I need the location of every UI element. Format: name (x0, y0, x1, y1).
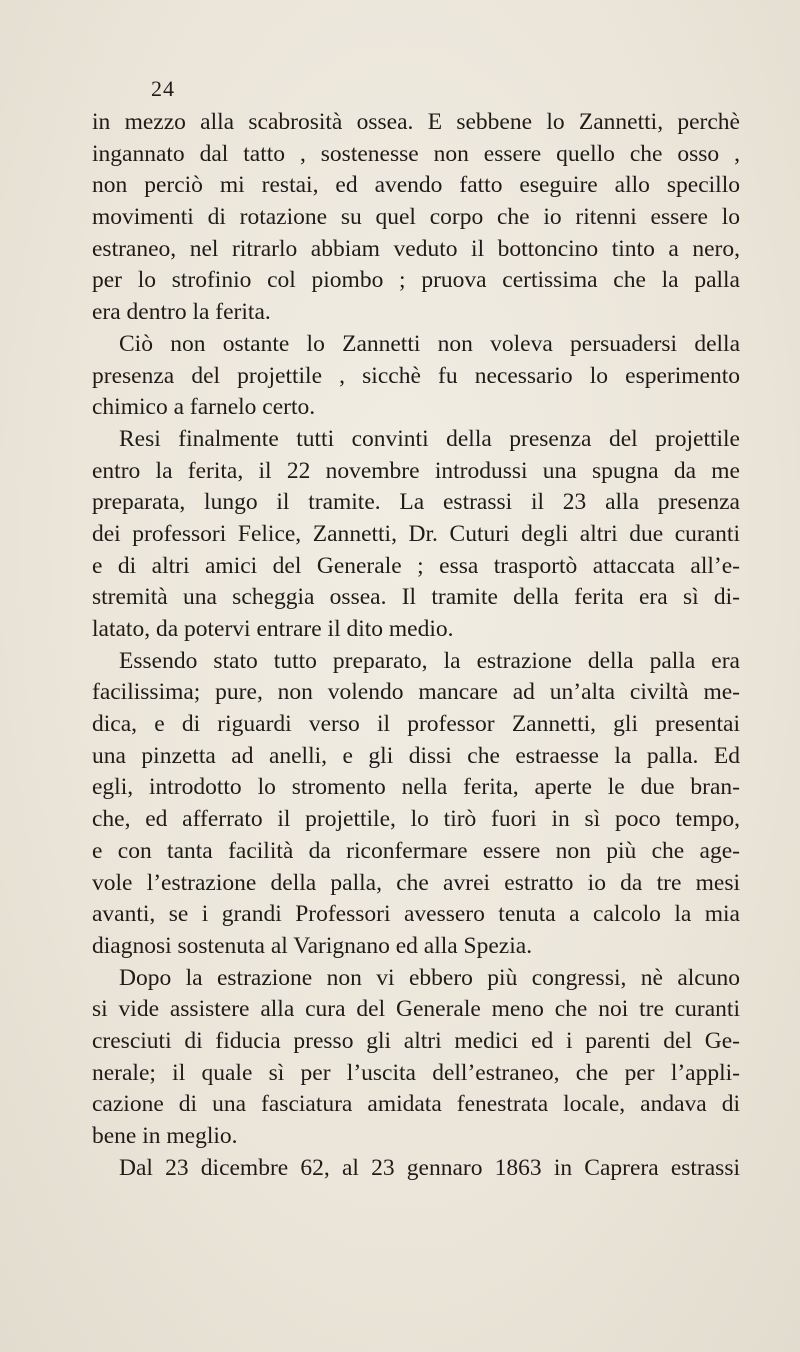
text-line: movimenti di rotazione su quel corpo che io ritenni essere lo (92, 204, 740, 231)
text-line: e di altri amici del Generale ; essa trasportò attaccata all’e- (92, 552, 740, 579)
text-line: facilissima; pure, non volendo mancare ad un’alta civiltà me- (92, 679, 740, 706)
text-line: dei professori Felice, Zannetti, Dr. Cuturi degli altri due curanti (92, 520, 740, 547)
text-line: presenza del projettile , sicchè fu necessario lo esperimento (92, 362, 740, 389)
text-line: Essendo stato tutto preparato, la estrazione della palla era (119, 647, 740, 674)
text-line: era dentro la ferita. (92, 299, 271, 326)
text-line: latato, da potervi entrare il dito medio. (92, 616, 454, 642)
text-line: diagnosi sostenuta al Varignano ed alla Spezia. (92, 932, 533, 959)
text-line: una pinzetta ad anelli, e gli dissi che estraesse la palla. Ed (92, 742, 740, 769)
text-line: vole l’estrazione della palla, che avrei estratto io da tre mesi (92, 869, 740, 896)
text-line: egli, introdotto lo stromento nella ferita, aperte le due bran- (92, 774, 740, 801)
text-line: per lo strofinio col piombo ; pruova certissima che la palla (92, 267, 740, 294)
text-line: estraneo, nel ritrarlo abbiam veduto il bottoncino tinto a nero, (92, 235, 740, 262)
text-line: Resi finalmente tutti convinti della presenza del projettile (119, 425, 740, 452)
body-text (92, 107, 740, 1184)
page-number: 24 (151, 76, 175, 101)
text-line: in mezzo alla scabrosità ossea. E sebbene lo Zannetti, perchè (92, 109, 740, 135)
text-line: cazione di una fasciatura amidata fenestrata locale, andava di (92, 1091, 740, 1118)
text-line: e con tanta facilità da riconfermare essere non più che age- (92, 837, 740, 864)
text-line: Dal 23 dicembre 62, al 23 gennaro 1863 in Caprera estrassi (119, 1154, 740, 1181)
text-line: si vide assistere alla cura del Generale meno che noi tre curanti (92, 996, 740, 1023)
text-line: nerale; il quale sì per l’uscita dell’estraneo, che per l’appli- (92, 1059, 740, 1086)
text-line: dica, e di riguardi verso il professor Zannetti, gli presentai (92, 711, 740, 738)
text-line: stremità una scheggia ossea. Il tramite della ferita era sì di- (92, 584, 740, 611)
text-line: non perciò mi restai, ed avendo fatto eseguire allo specillo (92, 172, 740, 199)
text-line: cresciuti di fiducia presso gli altri medici ed i parenti del Ge- (92, 1027, 740, 1054)
text-line: preparata, lungo il tramite. La estrassi il 23 alla presenza (92, 489, 740, 516)
text-line: chimico a farnelo certo. (92, 394, 316, 421)
text-line: Ciò non ostante lo Zannetti non voleva persuadersi della (119, 330, 740, 357)
text-line: ingannato dal tatto , sostenesse non essere quello che osso , (92, 140, 740, 167)
text-line: Dopo la estrazione non vi ebbero più congressi, nè alcuno (119, 964, 740, 991)
text-line: entro la ferita, il 22 novembre introdussi una spugna da me (92, 457, 740, 484)
text-line: bene in meglio. (92, 1123, 238, 1149)
text-line: avanti, se i grandi Professori avessero tenuta a calcolo la mia (92, 901, 740, 928)
text-line: che, ed afferrato il projettile, lo tirò fuori in sì poco tempo, (92, 806, 740, 833)
